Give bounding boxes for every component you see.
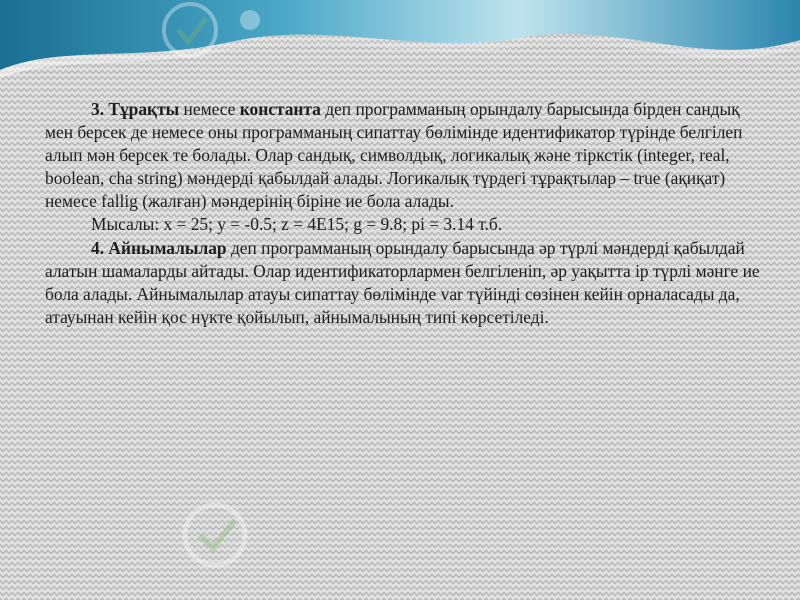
paragraph-example [45, 213, 760, 236]
constant-definition: деп программаның орындалу барысында бірден сандық мен берсек де немесе оны программаның сипаттау бөлімінде идентификатор түрінде белгілеп алып мән берсек те болады. Олар сандық, символдық, логикалық және тіркстік (integer, real, boolean, cha string) мәндерді қабылдай алады. Логикалық түрдегі тұрақтылар – true (ақиқат) немесе fallig (жалған) мәндерінің біріне ие бола алады. [45, 99, 743, 212]
term-constant: 3. Тұрақты [91, 99, 180, 119]
watermark-logo-bottom [175, 490, 265, 585]
paragraph-variable [45, 237, 760, 329]
wave-decoration [0, 0, 800, 90]
connector-text: немесе [179, 99, 240, 119]
term-variable: 4. Айнымалылар [91, 237, 227, 258]
paragraph-constant [45, 98, 760, 213]
variable-definition: деп программаның орындалу барысында әр түрлі мәндерді қабылдай алатын шамаларды айтады. Олар идентификаторлармен белгіленіп, әр уақытта ір түрлі мәнге ие бола алады. Айнымалылар атауы сипаттау бөлімінде var түйінді сөзінен кейін орналасады да, атауынан кейін қос нүкте қойылып, айнымалының типі көрсетіледі. [45, 237, 760, 327]
top-banner [0, 0, 800, 90]
example-text: Мысалы: x = 25; y = -0.5; z = 4E15; g = 9.8; pi = 3.14 т.б. [91, 214, 503, 235]
term-constant-alt: константа [239, 99, 321, 119]
document-body [45, 98, 760, 329]
watermark-logo-top [150, 0, 280, 85]
